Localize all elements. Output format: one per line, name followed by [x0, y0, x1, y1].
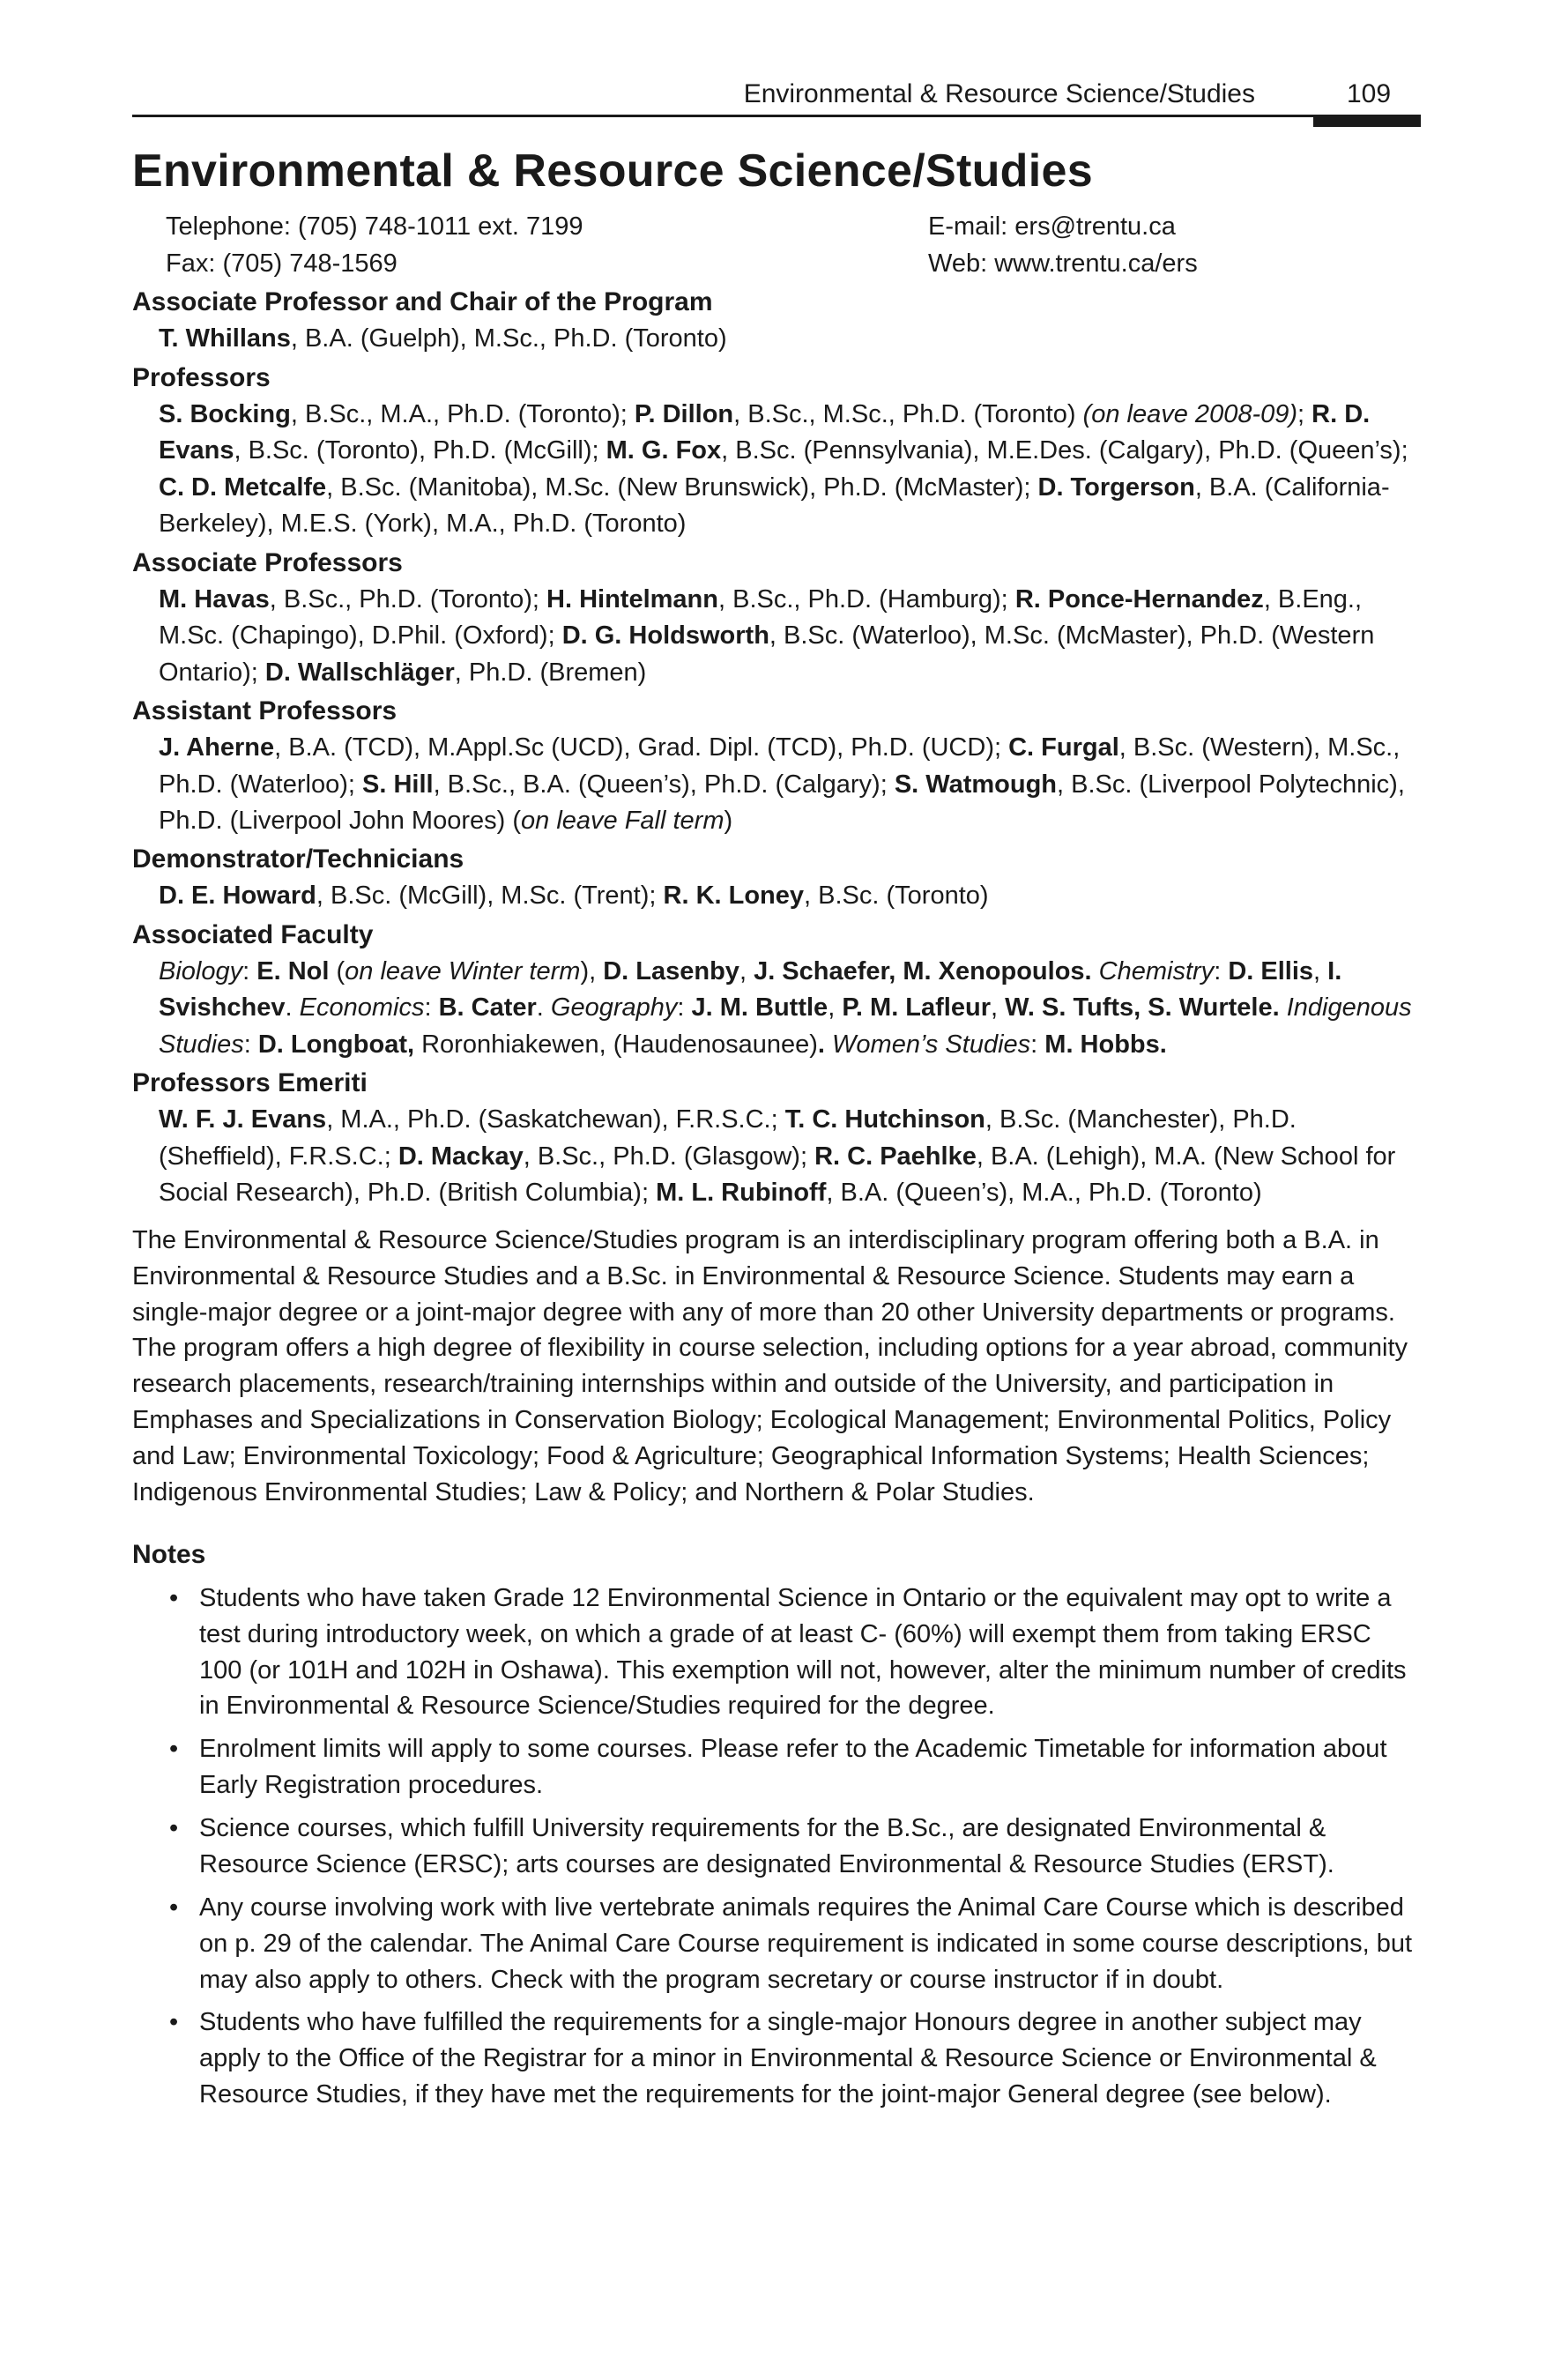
credentials-text: , B.Sc. (McGill), M.Sc. (Trent); — [316, 881, 664, 911]
credentials-text: , — [991, 993, 1006, 1023]
faculty-name: C. Furgal — [1008, 733, 1119, 762]
credentials-text: : — [242, 956, 257, 985]
italic-note: Chemistry — [1098, 956, 1215, 985]
professors-list — [132, 397, 1421, 543]
credentials-text: , Ph.D. (Bremen) — [454, 658, 647, 687]
running-header — [132, 81, 1421, 117]
credentials-text: , B.Sc., B.A. (Queen’s), Ph.D. (Calgary); — [433, 770, 895, 799]
note-item — [169, 1890, 1421, 1998]
italic-note: Biology — [159, 956, 243, 985]
note-text: Science courses, which fulfill University requirements for the B.Sc., are designated Environmental & Resource Science (ERSC); arts courses are designated Environmental & Resource Studies (ERST). — [199, 1814, 1334, 1878]
demonstrators-heading: Demonstrator/Technicians — [132, 844, 464, 874]
faculty-name: D. Mackay — [398, 1142, 524, 1171]
faculty-name: R. D. Evans — [159, 399, 1371, 465]
credentials-text: : — [677, 993, 692, 1023]
credentials-text: , B.Sc. (Manitoba), M.Sc. (New Brunswick), Ph.D. (McMaster); — [326, 472, 1038, 502]
assistant-professors-heading: Assistant Professors — [132, 696, 398, 726]
bullet-icon: • — [169, 1814, 179, 1843]
credentials-text: , B.Sc. (Western), M.Sc., Ph.D. (Waterloo); — [159, 733, 1401, 799]
faculty-name: S. Watmough — [894, 770, 1057, 799]
credentials-text — [1280, 993, 1287, 1022]
faculty-name: S. Hill — [361, 770, 434, 799]
credentials-text: , B.Sc. (Manchester), Ph.D. (Sheffield), F.R.S.C.; — [159, 1105, 1297, 1171]
credentials-text: , B.Sc. (Waterloo), M.Sc. (McMaster), Ph.D. (Western Ontario); — [159, 621, 1375, 687]
credentials-text: , B.Sc., M.Sc., Ph.D. (Toronto) — [733, 399, 1083, 428]
credentials-text: , B.Sc. (Toronto), Ph.D. (McGill); — [234, 436, 606, 465]
associated-faculty-list — [132, 954, 1421, 1063]
credentials-text: , B.Sc. (Pennsylvania), M.E.Des. (Calgary), Ph.D. (Queen’s); — [721, 436, 1408, 465]
web-address: Web: www.trentu.ca/ers — [928, 249, 1198, 278]
credentials-text: , B.A. (Queen’s), M.A., Ph.D. (Toronto) — [826, 1179, 1262, 1208]
credentials-text: , B.Sc., Ph.D. (Toronto); — [269, 584, 547, 614]
faculty-name: P. Dillon — [634, 399, 734, 428]
bullet-icon: • — [169, 1735, 179, 1764]
note-item — [169, 2004, 1421, 2113]
faculty-name: M. Havas — [159, 584, 270, 614]
credentials-text: . — [285, 993, 300, 1023]
faculty-name: R. K. Loney — [663, 881, 805, 911]
faculty-name: R. C. Paehlke — [814, 1142, 977, 1171]
note-item — [169, 1580, 1421, 1725]
faculty-name: W. F. J. Evans — [159, 1105, 327, 1134]
credentials-text: , B.Sc., Ph.D. (Glasgow); — [523, 1142, 815, 1171]
assistant-professors-list — [132, 730, 1421, 839]
credentials-text: ( — [329, 956, 346, 985]
credentials-text: ; — [1297, 399, 1312, 428]
credentials-text — [825, 1030, 832, 1059]
credentials-text: , — [828, 993, 843, 1023]
faculty-name: W. S. Tufts, S. Wurtele. — [1005, 993, 1280, 1023]
credentials-text: . — [536, 993, 551, 1023]
credentials-text: , B.Sc., M.A., Ph.D. (Toronto); — [290, 399, 635, 428]
faculty-name: M. Hobbs. — [1044, 1030, 1167, 1059]
faculty-name: D. Longboat, — [257, 1030, 415, 1059]
faculty-name: D. G. Holdsworth — [561, 621, 769, 651]
page-number-tab — [1313, 116, 1421, 127]
faculty-name: D. Wallschläger — [264, 658, 455, 687]
italic-note: on leave Winter term — [345, 956, 581, 985]
credentials-text: : — [1030, 1030, 1045, 1059]
faculty-name: T. Whillans — [159, 324, 291, 353]
faculty-name: D. Lasenby — [603, 956, 739, 985]
page-number: 109 — [1346, 79, 1392, 108]
credentials-text: , M.A., Ph.D. (Saskatchewan), F.R.S.C.; — [326, 1105, 785, 1134]
faculty-name: E. Nol — [256, 956, 330, 985]
bullet-icon: • — [169, 1583, 179, 1612]
credentials-text: : — [243, 1030, 258, 1059]
credentials-text: , B.Sc., Ph.D. (Hamburg); — [717, 584, 1015, 614]
credentials-text: , B.Eng., M.Sc. (Chapingo), D.Phil. (Oxford); — [159, 584, 1363, 651]
emeriti-list — [132, 1102, 1421, 1211]
note-text: Enrolment limits will apply to some courses. Please refer to the Academic Timetable for information about Early Registration procedures. — [199, 1735, 1387, 1800]
credentials-text — [1092, 957, 1099, 985]
faculty-name: M. L. Rubinoff — [656, 1179, 827, 1208]
faculty-name: R. Ponce-Hernandez — [1014, 584, 1264, 614]
faculty-name: I. Svishchev — [159, 956, 1342, 1023]
credentials-text: , B.A. (California-Berkeley), M.E.S. (York), M.A., Ph.D. (Toronto) — [159, 472, 1390, 539]
credentials-text: , — [1313, 956, 1328, 985]
faculty-name: P. M. Lafleur — [842, 993, 991, 1023]
faculty-name: J. Aherne — [159, 733, 275, 762]
italic-note: Economics — [299, 993, 425, 1023]
credentials-text: , — [739, 956, 754, 985]
contact-block — [132, 209, 1421, 282]
faculty-name: . — [817, 1030, 825, 1059]
page-title: Environmental & Resource Science/Studies — [132, 145, 1093, 197]
credentials-text: , B.A. (TCD), M.Appl.Sc (UCD), Grad. Dipl. (TCD), Ph.D. (UCD); — [274, 733, 1009, 762]
fax: Fax: (705) 748-1569 — [166, 249, 398, 278]
credentials-text: ), — [580, 956, 604, 985]
faculty-name: D. Torgerson — [1037, 472, 1195, 502]
faculty-name: D. Ellis — [1228, 956, 1314, 985]
emeriti-heading: Professors Emeriti — [132, 1068, 368, 1098]
program-intro: The Environmental & Resource Science/Studies program is an interdisciplinary program offering both a B.A. in Environmental & Resource Studies and a B.Sc. in Environmental & Resource Science. Students may earn a single-major degree or a joint-major degree with any of more than 20 other University departments or programs. The program offers a high degree of flexibility in course selection, including options for a year abroad, community research placements, research/training internships within and outside of the University, and participation in Emphases and Specializations in Conservation Biology; Ecological Management; Environmental Politics, Policy and Law; Environmental Toxicology; Food & Agriculture; Geographical Information Systems; Health Sciences; Indigenous Environmental Studies; Law & Policy; and Northern & Polar Studies. — [132, 1225, 1408, 1506]
faculty-name: J. M. Buttle — [691, 993, 829, 1023]
faculty-name: H. Hintelmann — [546, 584, 718, 614]
running-title: Environmental & Resource Science/Studies — [743, 79, 1255, 108]
faculty-name: B. Cater — [438, 993, 537, 1023]
bullet-icon: • — [169, 1893, 179, 1922]
faculty-name: M. G. Fox — [606, 436, 722, 465]
faculty-name: J. Schaefer, M. Xenopoulos. — [754, 956, 1092, 985]
faculty-name: C. D. Metcalfe — [159, 472, 327, 502]
credentials-text: , B.Sc. (Liverpool Polytechnic), Ph.D. (Liverpool John Moores) ( — [159, 770, 1405, 836]
chair-heading: Associate Professor and Chair of the Program — [132, 287, 713, 317]
credentials-text: : — [1214, 956, 1229, 985]
credentials-text: Roronhiakewen, (Haudenosaunee) — [414, 1030, 818, 1059]
credentials-text: ) — [724, 807, 733, 836]
italic-note: (on leave 2008-09) — [1082, 399, 1298, 428]
associate-professors-heading: Associate Professors — [132, 547, 403, 577]
associated-faculty-heading: Associated Faculty — [132, 919, 374, 949]
notes-heading: Notes — [132, 1539, 206, 1569]
credentials-text: , B.A. (Guelph), M.Sc., Ph.D. (Toronto) — [290, 324, 727, 353]
associate-professors-list — [132, 582, 1421, 691]
note-item — [169, 1731, 1421, 1804]
notes-list — [132, 1580, 1421, 2113]
faculty-name: D. E. Howard — [159, 881, 316, 911]
italic-note: Indigenous Studies — [159, 993, 1412, 1059]
bullet-icon: • — [169, 2008, 179, 2037]
note-text: Students who have taken Grade 12 Environmental Science in Ontario or the equivalent may opt to write a test during introductory week, on which a grade of at least C- (60%) will exempt them from taking ERSC 100 (or 101H and 102H in Oshawa). This exemption will not, however, alter the minimum number of credits in Environmental & Resource Science/Studies required for the degree. — [199, 1583, 1407, 1721]
faculty-name: S. Bocking — [159, 399, 291, 428]
credentials-text: , B.A. (Lehigh), M.A. (New School for Social Research), Ph.D. (British Columbia); — [159, 1142, 1396, 1208]
italic-note: Geography — [550, 993, 678, 1023]
note-text: Any course involving work with live vertebrate animals requires the Animal Care Course which is described on p. 29 of the calendar. The Animal Care Course requirement is indicated in some course descriptions, but may also apply to others. Check with the program secretary or course instructor if in doubt. — [199, 1893, 1413, 1994]
demonstrators-list — [132, 878, 1421, 914]
professors-heading: Professors — [132, 362, 271, 392]
credentials-text: : — [424, 993, 439, 1023]
italic-note: Women’s Studies — [832, 1030, 1031, 1059]
telephone: Telephone: (705) 748-1011 ext. 7199 — [166, 212, 583, 242]
note-text: Students who have fulfilled the requirements for a single-major Honours degree in another subject may apply to the Office of the Registrar for a minor in Environmental & Resource Science or Environmental & Resource Studies, if they have met the requirements for the joint-major General degree (see below). — [199, 2008, 1377, 2109]
credentials-text: , B.Sc. (Toronto) — [804, 881, 989, 911]
faculty-name: T. C. Hutchinson — [784, 1105, 985, 1134]
note-item — [169, 1811, 1421, 1883]
chair-list — [132, 321, 1421, 357]
italic-note: on leave Fall term — [521, 807, 724, 836]
email: E-mail: ers@trentu.ca — [928, 212, 1176, 242]
